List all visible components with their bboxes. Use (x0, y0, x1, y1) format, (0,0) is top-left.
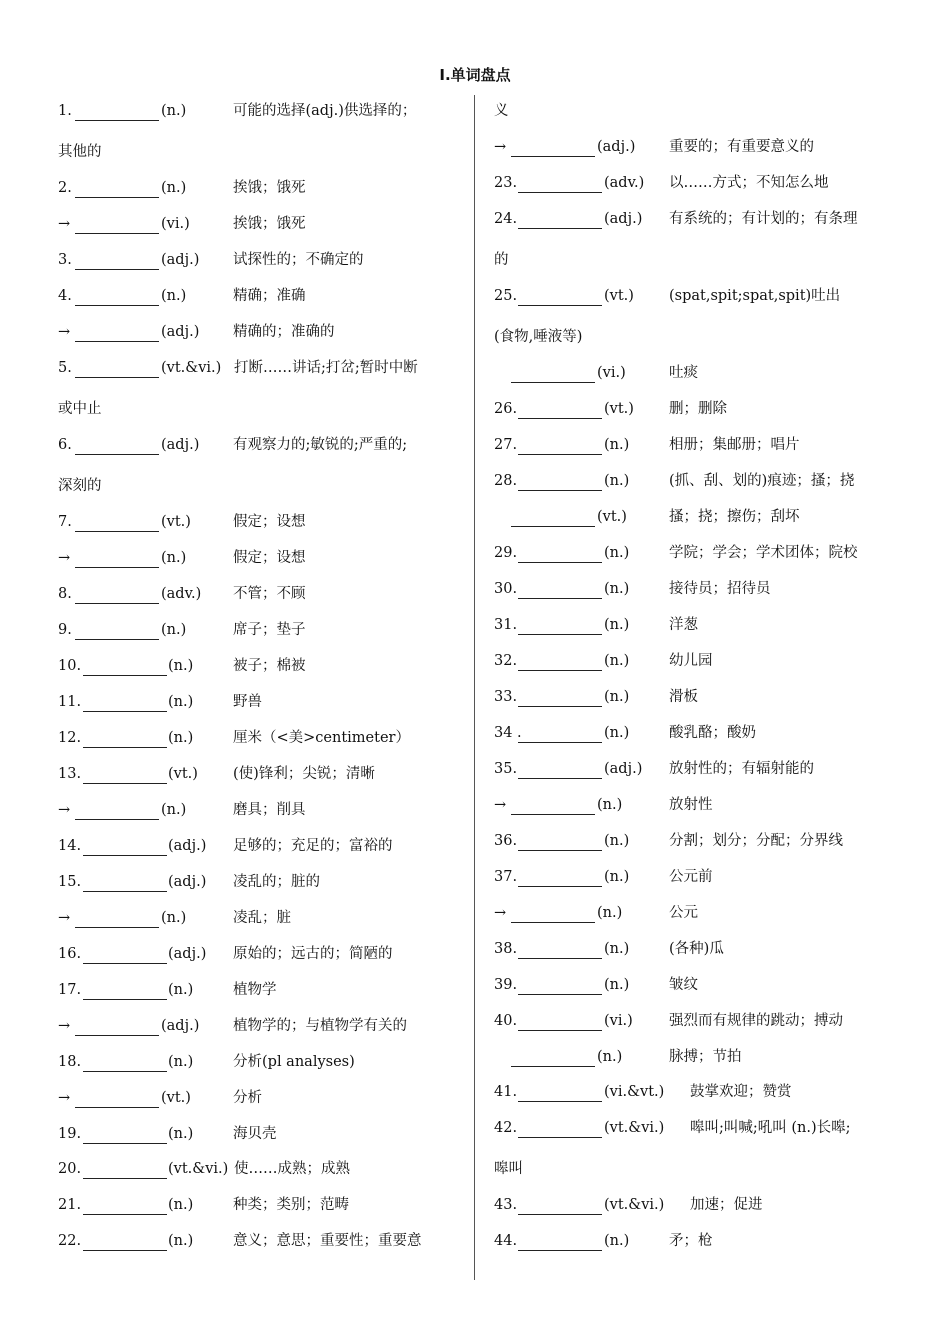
part-of-speech: (n.) (597, 797, 623, 813)
item-number: 5. (58, 360, 72, 376)
item-number: 17. (58, 982, 82, 998)
item-number: 23. (494, 175, 518, 191)
item-number: 40. (494, 1013, 518, 1029)
item-number: → (58, 324, 71, 340)
meaning-text: 不管；不顾 (233, 586, 306, 602)
answer-blank[interactable] (83, 1125, 167, 1144)
item-number: 33. (494, 689, 518, 705)
item-number: 44. (494, 1233, 518, 1249)
part-of-speech: (n.) (604, 545, 630, 561)
meaning-text: 原始的；远古的；简陋的 (233, 946, 393, 962)
meaning-text: 意义；意思；重要性；重要意 (233, 1233, 422, 1249)
answer-blank[interactable] (75, 909, 159, 928)
meaning-text: 植物学的；与植物学有关的 (233, 1018, 407, 1034)
item-number: 34 . (494, 725, 522, 741)
part-of-speech: (n.) (168, 1233, 194, 1249)
item-number: → (58, 216, 71, 232)
part-of-speech: (adj.) (168, 946, 207, 962)
meaning-text: 野兽 (233, 694, 262, 710)
item-number: 3. (58, 252, 72, 268)
item-number: 35. (494, 761, 518, 777)
item-number: → (58, 1090, 71, 1106)
meaning-text: 可能的选择(adj.)供选择的； (233, 103, 417, 119)
answer-blank[interactable] (511, 796, 595, 815)
part-of-speech: (n.) (604, 869, 630, 885)
meaning-text: 洋葱 (669, 617, 698, 633)
answer-blank[interactable] (518, 724, 602, 743)
answer-blank[interactable] (518, 472, 602, 491)
item-number: 29. (494, 545, 518, 561)
answer-blank[interactable] (75, 585, 159, 604)
answer-blank[interactable] (518, 580, 602, 599)
answer-blank[interactable] (83, 765, 167, 784)
answer-blank[interactable] (75, 621, 159, 640)
part-of-speech: (vi.&vt.) (604, 1084, 665, 1100)
part-of-speech: (vt.) (604, 401, 634, 417)
item-number: 39. (494, 977, 518, 993)
part-of-speech: (n.) (604, 653, 630, 669)
part-of-speech: (n.) (604, 581, 630, 597)
answer-blank[interactable] (511, 138, 595, 157)
part-of-speech: (n.) (604, 437, 630, 453)
answer-blank[interactable] (83, 873, 167, 892)
part-of-speech: (vt.&vi.) (604, 1120, 665, 1136)
meaning-text: 搔；挠；擦伤；刮坏 (669, 509, 800, 525)
item-number: 4. (58, 288, 72, 304)
item-number: → (494, 905, 507, 921)
answer-blank[interactable] (518, 436, 602, 455)
answer-blank[interactable] (75, 1017, 159, 1036)
meaning-text: 有观察力的;敏锐的;严重的; (233, 437, 408, 453)
item-number: 32. (494, 653, 518, 669)
answer-blank[interactable] (518, 1119, 602, 1138)
item-number: 21. (58, 1197, 82, 1213)
part-of-speech: (vt.) (168, 766, 198, 782)
answer-blank[interactable] (83, 1232, 167, 1251)
part-of-speech: (vt.) (161, 1090, 191, 1106)
answer-blank[interactable] (75, 179, 159, 198)
answer-blank[interactable] (518, 1232, 602, 1251)
meaning-text: 有系统的；有计划的；有条理 (669, 211, 858, 227)
meaning-text: 分析 (233, 1090, 262, 1106)
answer-blank[interactable] (518, 652, 602, 671)
part-of-speech: (n.) (161, 550, 187, 566)
item-number: 13. (58, 766, 82, 782)
part-of-speech: (n.) (168, 694, 194, 710)
part-of-speech: (adj.) (168, 874, 207, 890)
answer-blank[interactable] (511, 508, 595, 527)
part-of-speech: (adj.) (161, 437, 200, 453)
part-of-speech: (adj.) (161, 1018, 200, 1034)
part-of-speech: (n.) (604, 941, 630, 957)
part-of-speech: (vt.&vi.) (168, 1161, 229, 1177)
answer-blank[interactable] (518, 688, 602, 707)
meaning-text: 接待员；招待员 (669, 581, 771, 597)
answer-blank[interactable] (75, 323, 159, 342)
part-of-speech: (n.) (161, 103, 187, 119)
part-of-speech: (adj.) (161, 324, 200, 340)
part-of-speech: (adj.) (597, 139, 636, 155)
page-title: I.单词盘点 (439, 66, 511, 84)
part-of-speech: (vi.) (604, 1013, 633, 1029)
meaning-text: (各种)瓜 (669, 941, 724, 957)
meaning-text: 分割；划分；分配；分界线 (669, 833, 843, 849)
item-number: 26. (494, 401, 518, 417)
item-number: 10. (58, 658, 82, 674)
answer-blank[interactable] (518, 832, 602, 851)
item-number: 11. (58, 694, 82, 710)
item-number: 43. (494, 1197, 518, 1213)
meaning-text: 吐痰 (669, 365, 698, 381)
meaning-text: (使)锋利；尖锐；清晰 (233, 766, 375, 782)
answer-blank[interactable] (518, 1012, 602, 1031)
part-of-speech: (adj.) (604, 761, 643, 777)
meaning-text: 假定；设想 (233, 514, 306, 530)
answer-blank[interactable] (83, 981, 167, 1000)
meaning-text: 假定；设想 (233, 550, 306, 566)
meaning-text: 足够的；充足的；富裕的 (233, 838, 393, 854)
meaning-text: 精确的；准确的 (233, 324, 335, 340)
part-of-speech: (n.) (168, 658, 194, 674)
meaning-text: 酸乳酪；酸奶 (669, 725, 756, 741)
answer-blank[interactable] (518, 868, 602, 887)
meaning-text: 删；删除 (669, 401, 727, 417)
item-number: 6. (58, 437, 72, 453)
item-number: 30. (494, 581, 518, 597)
item-number: → (58, 802, 71, 818)
part-of-speech: (n.) (597, 1049, 623, 1065)
answer-blank[interactable] (75, 513, 159, 532)
answer-blank[interactable] (83, 729, 167, 748)
meaning-text: 被子；棉被 (233, 658, 306, 674)
meaning-text: (抓、刮、划的)痕迹；搔；挠 (669, 473, 855, 489)
meaning-continuation: 的 (494, 252, 509, 268)
meaning-text: 幼儿园 (669, 653, 713, 669)
item-number: 16. (58, 946, 82, 962)
meaning-text: 相册；集邮册；唱片 (669, 437, 800, 453)
meaning-text: 放射性的；有辐射能的 (669, 761, 814, 777)
part-of-speech: (adj.) (161, 252, 200, 268)
answer-blank[interactable] (518, 210, 602, 229)
meaning-text: 种类；类别；范畴 (233, 1197, 349, 1213)
part-of-speech: (vt.&vi.) (604, 1197, 665, 1213)
answer-blank[interactable] (518, 760, 602, 779)
item-number: 2. (58, 180, 72, 196)
meaning-text: 放射性 (669, 797, 713, 813)
item-number: → (58, 1018, 71, 1034)
meaning-text: 挨饿；饿死 (233, 180, 306, 196)
answer-blank[interactable] (75, 215, 159, 234)
meaning-text: 脉搏；节拍 (669, 1049, 742, 1065)
part-of-speech: (adj.) (604, 211, 643, 227)
part-of-speech: (n.) (604, 617, 630, 633)
answer-blank[interactable] (75, 287, 159, 306)
meaning-text: 鼓掌欢迎；赞赏 (690, 1084, 792, 1100)
meaning-text: (spat,spit;spat,spit)吐出 (669, 288, 841, 304)
item-number: 27. (494, 437, 518, 453)
meaning-text: 精确；准确 (233, 288, 306, 304)
part-of-speech: (n.) (604, 689, 630, 705)
part-of-speech: (n.) (161, 288, 187, 304)
part-of-speech: (n.) (597, 905, 623, 921)
part-of-speech: (n.) (604, 725, 630, 741)
answer-blank[interactable] (75, 359, 159, 378)
item-number: 20. (58, 1161, 82, 1177)
item-number: 22. (58, 1233, 82, 1249)
meaning-text: 厘米（<美>centimeter） (233, 730, 410, 746)
answer-blank[interactable] (511, 364, 595, 383)
item-number: 41. (494, 1084, 518, 1100)
item-number: 15. (58, 874, 82, 890)
answer-blank[interactable] (83, 945, 167, 964)
item-number: 12. (58, 730, 82, 746)
part-of-speech: (adv.) (604, 175, 645, 191)
meaning-continuation: (食物,唾液等) (494, 329, 583, 345)
part-of-speech: (n.) (168, 1197, 194, 1213)
meaning-text: 凌乱的；脏的 (233, 874, 320, 890)
answer-blank[interactable] (83, 837, 167, 856)
meaning-text: 矛；枪 (669, 1233, 713, 1249)
part-of-speech: (vt.) (161, 514, 191, 530)
answer-blank[interactable] (518, 1083, 602, 1102)
answer-blank[interactable] (75, 251, 159, 270)
answer-blank[interactable] (75, 1089, 159, 1108)
meaning-text: 嗥叫;叫喊;吼叫 (n.)长嗥; (690, 1120, 851, 1136)
meaning-continuation: 其他的 (58, 144, 102, 160)
item-number: → (494, 139, 507, 155)
part-of-speech: (n.) (168, 1126, 194, 1142)
meaning-text: 打断……讲话;打岔;暂时中断 (234, 360, 418, 376)
part-of-speech: (n.) (161, 180, 187, 196)
meaning-text: 磨具；削具 (233, 802, 306, 818)
meaning-text: 皱纹 (669, 977, 698, 993)
part-of-speech: (n.) (168, 730, 194, 746)
part-of-speech: (vt.) (597, 509, 627, 525)
part-of-speech: (n.) (161, 622, 187, 638)
meaning-text: 重要的；有重要意义的 (669, 139, 814, 155)
meaning-continuation: 深刻的 (58, 478, 102, 494)
answer-blank[interactable] (83, 1160, 167, 1179)
part-of-speech: (adv.) (161, 586, 202, 602)
meaning-text: 以……方式；不知怎么地 (669, 175, 829, 191)
item-number: → (58, 910, 71, 926)
item-number: 24. (494, 211, 518, 227)
meaning-text: 公元前 (669, 869, 713, 885)
part-of-speech: (n.) (604, 1233, 630, 1249)
meaning-text: 加速；促进 (690, 1197, 763, 1213)
answer-blank[interactable] (83, 1053, 167, 1072)
meaning-continuation: 嗥叫 (494, 1161, 523, 1177)
part-of-speech: (adj.) (168, 838, 207, 854)
meaning-text: 席子；垫子 (233, 622, 306, 638)
answer-blank[interactable] (75, 549, 159, 568)
item-number: 19. (58, 1126, 82, 1142)
part-of-speech: (n.) (161, 910, 187, 926)
part-of-speech: (n.) (168, 1054, 194, 1070)
answer-blank[interactable] (511, 1048, 595, 1067)
part-of-speech: (vi.) (161, 216, 190, 232)
meaning-text: 公元 (669, 905, 698, 921)
meaning-text: 滑板 (669, 689, 698, 705)
part-of-speech: (n.) (161, 802, 187, 818)
item-number: 42. (494, 1120, 518, 1136)
item-number: 1. (58, 103, 72, 119)
answer-blank[interactable] (511, 904, 595, 923)
answer-blank[interactable] (518, 174, 602, 193)
meaning-text: 试探性的；不确定的 (233, 252, 364, 268)
meaning-continuation: 或中止 (58, 401, 102, 417)
column-divider (474, 95, 475, 1280)
answer-blank[interactable] (518, 400, 602, 419)
item-number: 36. (494, 833, 518, 849)
meaning-text: 挨饿；饿死 (233, 216, 306, 232)
meaning-continuation: 义 (494, 103, 509, 119)
answer-blank[interactable] (83, 657, 167, 676)
meaning-text: 凌乱；脏 (233, 910, 291, 926)
item-number: 14. (58, 838, 82, 854)
meaning-text: 分析(pl analyses) (233, 1054, 355, 1070)
meaning-text: 强烈而有规律的跳动；搏动 (669, 1013, 843, 1029)
part-of-speech: (n.) (604, 473, 630, 489)
answer-blank[interactable] (518, 544, 602, 563)
meaning-text: 海贝壳 (233, 1126, 277, 1142)
part-of-speech: (vt.) (604, 288, 634, 304)
item-number: → (58, 550, 71, 566)
answer-blank[interactable] (75, 102, 159, 121)
part-of-speech: (n.) (604, 833, 630, 849)
item-number: 9. (58, 622, 72, 638)
item-number: 28. (494, 473, 518, 489)
part-of-speech: (vi.) (597, 365, 626, 381)
answer-blank[interactable] (83, 693, 167, 712)
answer-blank[interactable] (75, 801, 159, 820)
part-of-speech: (vt.&vi.) (161, 360, 222, 376)
item-number: 8. (58, 586, 72, 602)
meaning-text: 学院；学会；学术团体；院校 (669, 545, 858, 561)
meaning-text: 使……成熟；成熟 (234, 1161, 350, 1177)
meaning-text: 植物学 (233, 982, 277, 998)
answer-blank[interactable] (75, 436, 159, 455)
item-number: 38. (494, 941, 518, 957)
item-number: 31. (494, 617, 518, 633)
item-number: 37. (494, 869, 518, 885)
item-number: 25. (494, 288, 518, 304)
item-number: 18. (58, 1054, 82, 1070)
answer-blank[interactable] (518, 616, 602, 635)
item-number: → (494, 797, 507, 813)
part-of-speech: (n.) (604, 977, 630, 993)
answer-blank[interactable] (518, 287, 602, 306)
answer-blank[interactable] (518, 1196, 602, 1215)
answer-blank[interactable] (518, 976, 602, 995)
answer-blank[interactable] (83, 1196, 167, 1215)
part-of-speech: (n.) (168, 982, 194, 998)
item-number: 7. (58, 514, 72, 530)
answer-blank[interactable] (518, 940, 602, 959)
